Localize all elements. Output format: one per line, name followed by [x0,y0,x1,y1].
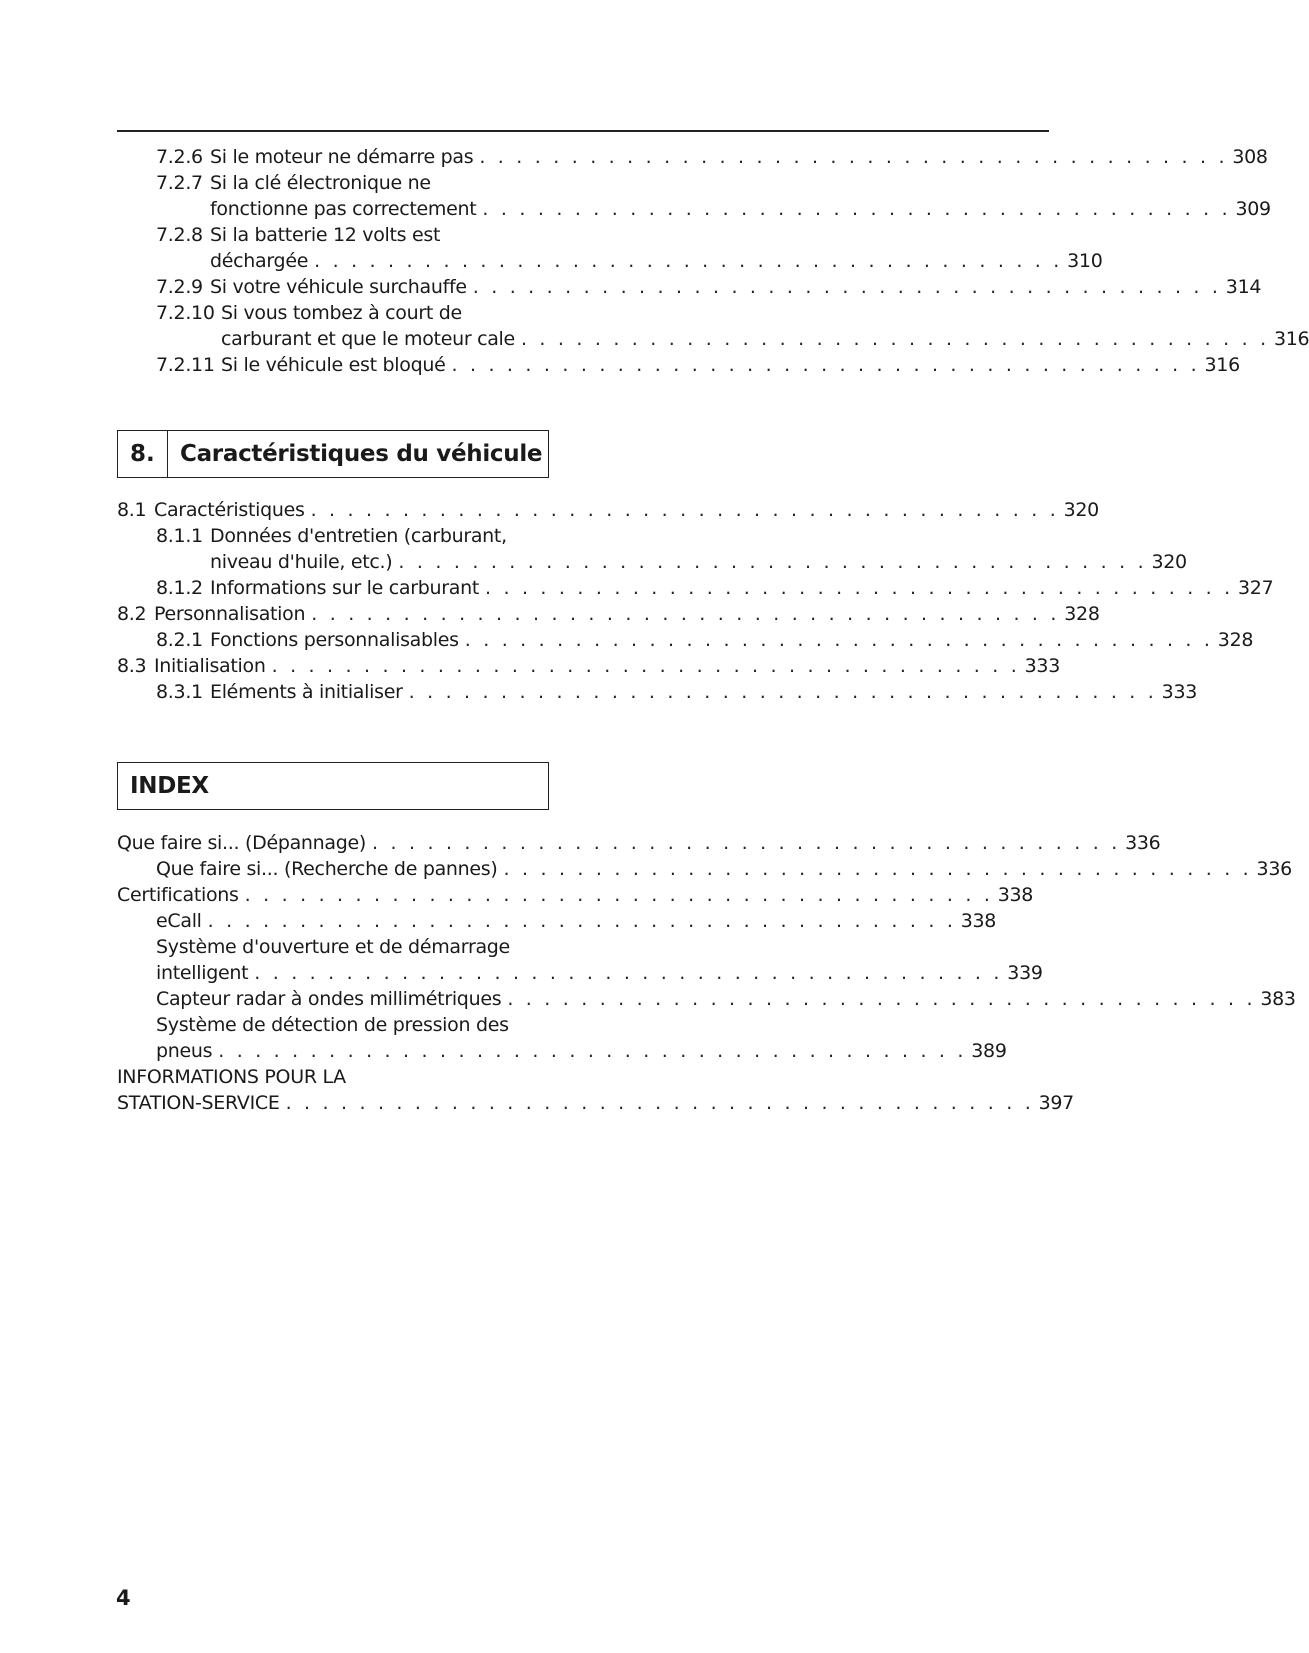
toc-entry [117,300,1309,352]
dot-leader: . . . . . . . . . . . . . . . . . . . . . . . . . . . . . . . . . . . . . . . . . [503,858,1252,880]
entry-number: 8.1.2 [156,577,203,599]
entry-label: Que faire si... (Recherche de pannes) [156,858,498,880]
toc-entry [117,856,1292,882]
toc-entry [117,274,1262,300]
entry-number: 8.2.1 [156,629,203,651]
toc-entry [117,830,1161,856]
toc-entry [117,679,1198,705]
entry-label: niveau d'huile, etc.) [210,551,393,573]
entry-label: Si le moteur ne démarre pas [210,146,474,168]
entry-number: 8.3.1 [156,681,203,703]
entry-page: 389 [971,1040,1007,1062]
index-entries [117,830,1296,1116]
entry-label: Système d'ouverture et de démarrage [156,936,510,958]
dot-leader: . . . . . . . . . . . . . . . . . . . . . . . . . . . . . . . . . . . . . . . . . [484,577,1234,599]
entry-label: intelligent [156,962,249,984]
dot-leader: . . . . . . . . . . . . . . . . . . . . . . . . . . . . . . . . . . . . . . . . . [254,962,1003,984]
entry-page: 338 [960,910,997,932]
entry-label: Caractéristiques [154,499,305,521]
entry-number: 7.2.8 [156,224,203,246]
entry-page: 397 [1038,1092,1074,1114]
entry-number: 8.1.1 [156,525,203,547]
entry-label: Si le véhicule est bloqué [221,354,446,376]
entry-number: 8.3 [117,655,147,677]
top-rule [117,130,1049,132]
dot-leader: . . . . . . . . . . . . . . . . . . . . . . . . . . . . . . . . . . . . . . . . . [314,250,1063,272]
dot-leader: . . . . . . . . . . . . . . . . . . . . . . . . . . . . . . . . . . . . . . . . . [398,551,1147,573]
dot-leader: . . . . . . . . . . . . . . . . . . . . . . . . . . . . . . . . . . . . . . . . . [520,328,1270,350]
dot-leader: . . . . . . . . . . . . . . . . . . . . . . . . . . . . . . . . . . . . . . . . . [507,988,1256,1010]
entry-page: 310 [1067,250,1103,272]
entry-label: Certifications [117,884,239,906]
entry-number: 7.2.7 [156,172,203,194]
entry-label: Si votre véhicule surchauffe [210,276,467,298]
entry-page: 327 [1238,577,1274,599]
entry-page: 336 [1125,832,1161,854]
toc-top-section [117,144,1309,378]
page-number: 4 [116,1586,131,1610]
entry-label: Capteur radar à ondes millimétriques [156,988,502,1010]
entry-page: 316 [1273,328,1309,350]
toc-entry [117,222,1103,274]
entry-page: 309 [1235,198,1271,220]
entry-page: 328 [1064,603,1100,625]
entry-page: 333 [1161,681,1198,703]
chapter-8-entries [117,497,1274,705]
entry-label: Fonctions personnalisables [210,629,459,651]
index-title: INDEX [130,773,209,799]
entry-page: 338 [997,884,1034,906]
entry-label: Que faire si... (Dépannage) [117,832,367,854]
chapter-number: 8. [118,431,168,477]
entry-page: 308 [1232,146,1268,168]
toc-entry [117,170,1271,222]
entry-page: 314 [1225,276,1262,298]
entry-label: Informations sur le carburant [210,577,479,599]
entry-label: Initialisation [154,655,266,677]
entry-label: Données d'entretien (carburant, [210,525,507,547]
entry-label: eCall [156,910,202,932]
entry-label: Si vous tombez à court de [221,302,462,324]
entry-page: 328 [1217,629,1254,651]
toc-entry [117,627,1254,653]
dot-leader: . . . . . . . . . . . . . . . . . . . . . . . . . . . . . . . . . . . . . . . . . [311,603,1060,625]
toc-entry [117,1064,1074,1116]
dot-leader: . . . . . . . . . . . . . . . . . . . . . . . . . . . . . . . . . . . . . . . . . [451,354,1200,376]
entry-page: 339 [1007,962,1043,984]
entry-number: 7.2.6 [156,146,203,168]
entry-label: carburant et que le moteur cale [221,328,515,350]
entry-page: 333 [1024,655,1060,677]
index-heading [117,762,549,810]
toc-entry [117,523,1187,575]
dot-leader: . . . . . . . . . . . . . . . . . . . . . . . . . . . . . . . . . . . . . . . . . [372,832,1121,854]
entry-label: Personnalisation [154,603,306,625]
dot-leader: . . . . . . . . . . . . . . . . . . . . . . . . . . . . . . . . . . . . . . . . . [479,146,1228,168]
chapter-title: Caractéristiques du véhicule [180,441,543,467]
entry-page: 320 [1063,499,1099,521]
dot-leader: . . . . . . . . . . . . . . . . . . . . . . . . . . . . . . . . . . . . . . . . . [472,276,1222,298]
toc-entry [117,352,1240,378]
toc-entry [117,1012,1007,1064]
dot-leader: . . . . . . . . . . . . . . . . . . . . . . . . . . . . . . . . . . . . . . . . . [218,1040,967,1062]
entry-label: pneus [156,1040,213,1062]
entry-label: INFORMATIONS POUR LA [117,1066,346,1088]
entry-page: 383 [1260,988,1296,1010]
entry-label: Si la clé électronique ne [210,172,431,194]
toc-entry [117,908,997,934]
entry-label: Si la batterie 12 volts est [210,224,441,246]
toc-entry [117,934,1043,986]
toc-entry [117,986,1296,1012]
toc-entry [117,601,1100,627]
entry-number: 7.2.10 [156,302,215,324]
entry-number: 8.2 [117,603,147,625]
entry-number: 8.1 [117,499,147,521]
dot-leader: . . . . . . . . . . . . . . . . . . . . . . . . . . . . . . . . . . . . . . . . . [207,910,957,932]
dot-leader: . . . . . . . . . . . . . . . . . . . . . . . . . . . . . . . . . . . . . . . . . [271,655,1020,677]
toc-entry [117,575,1274,601]
toc-entry [117,882,1034,908]
dot-leader: . . . . . . . . . . . . . . . . . . . . . . . . . . . . . . . . . . . . . . . . . [244,884,994,906]
entry-label: Système de détection de pression des [156,1014,509,1036]
toc-entry [117,144,1268,170]
entry-label: déchargée [210,250,309,272]
entry-label: STATION-SERVICE [117,1092,280,1114]
dot-leader: . . . . . . . . . . . . . . . . . . . . . . . . . . . . . . . . . . . . . . . . . [310,499,1059,521]
toc-entry [117,497,1099,523]
chapter-8-heading [117,430,549,478]
entry-page: 316 [1204,354,1240,376]
entry-number: 7.2.9 [156,276,203,298]
entry-label: fonctionne pas correctement [210,198,477,220]
dot-leader: . . . . . . . . . . . . . . . . . . . . . . . . . . . . . . . . . . . . . . . . . [285,1092,1034,1114]
entry-number: 7.2.11 [156,354,215,376]
entry-page: 320 [1151,551,1187,573]
dot-leader: . . . . . . . . . . . . . . . . . . . . . . . . . . . . . . . . . . . . . . . . . [482,198,1231,220]
entry-label: Eléments à initialiser [210,681,403,703]
dot-leader: . . . . . . . . . . . . . . . . . . . . . . . . . . . . . . . . . . . . . . . . . [464,629,1214,651]
toc-entry [117,653,1060,679]
entry-page: 336 [1256,858,1292,880]
dot-leader: . . . . . . . . . . . . . . . . . . . . . . . . . . . . . . . . . . . . . . . . . [408,681,1158,703]
